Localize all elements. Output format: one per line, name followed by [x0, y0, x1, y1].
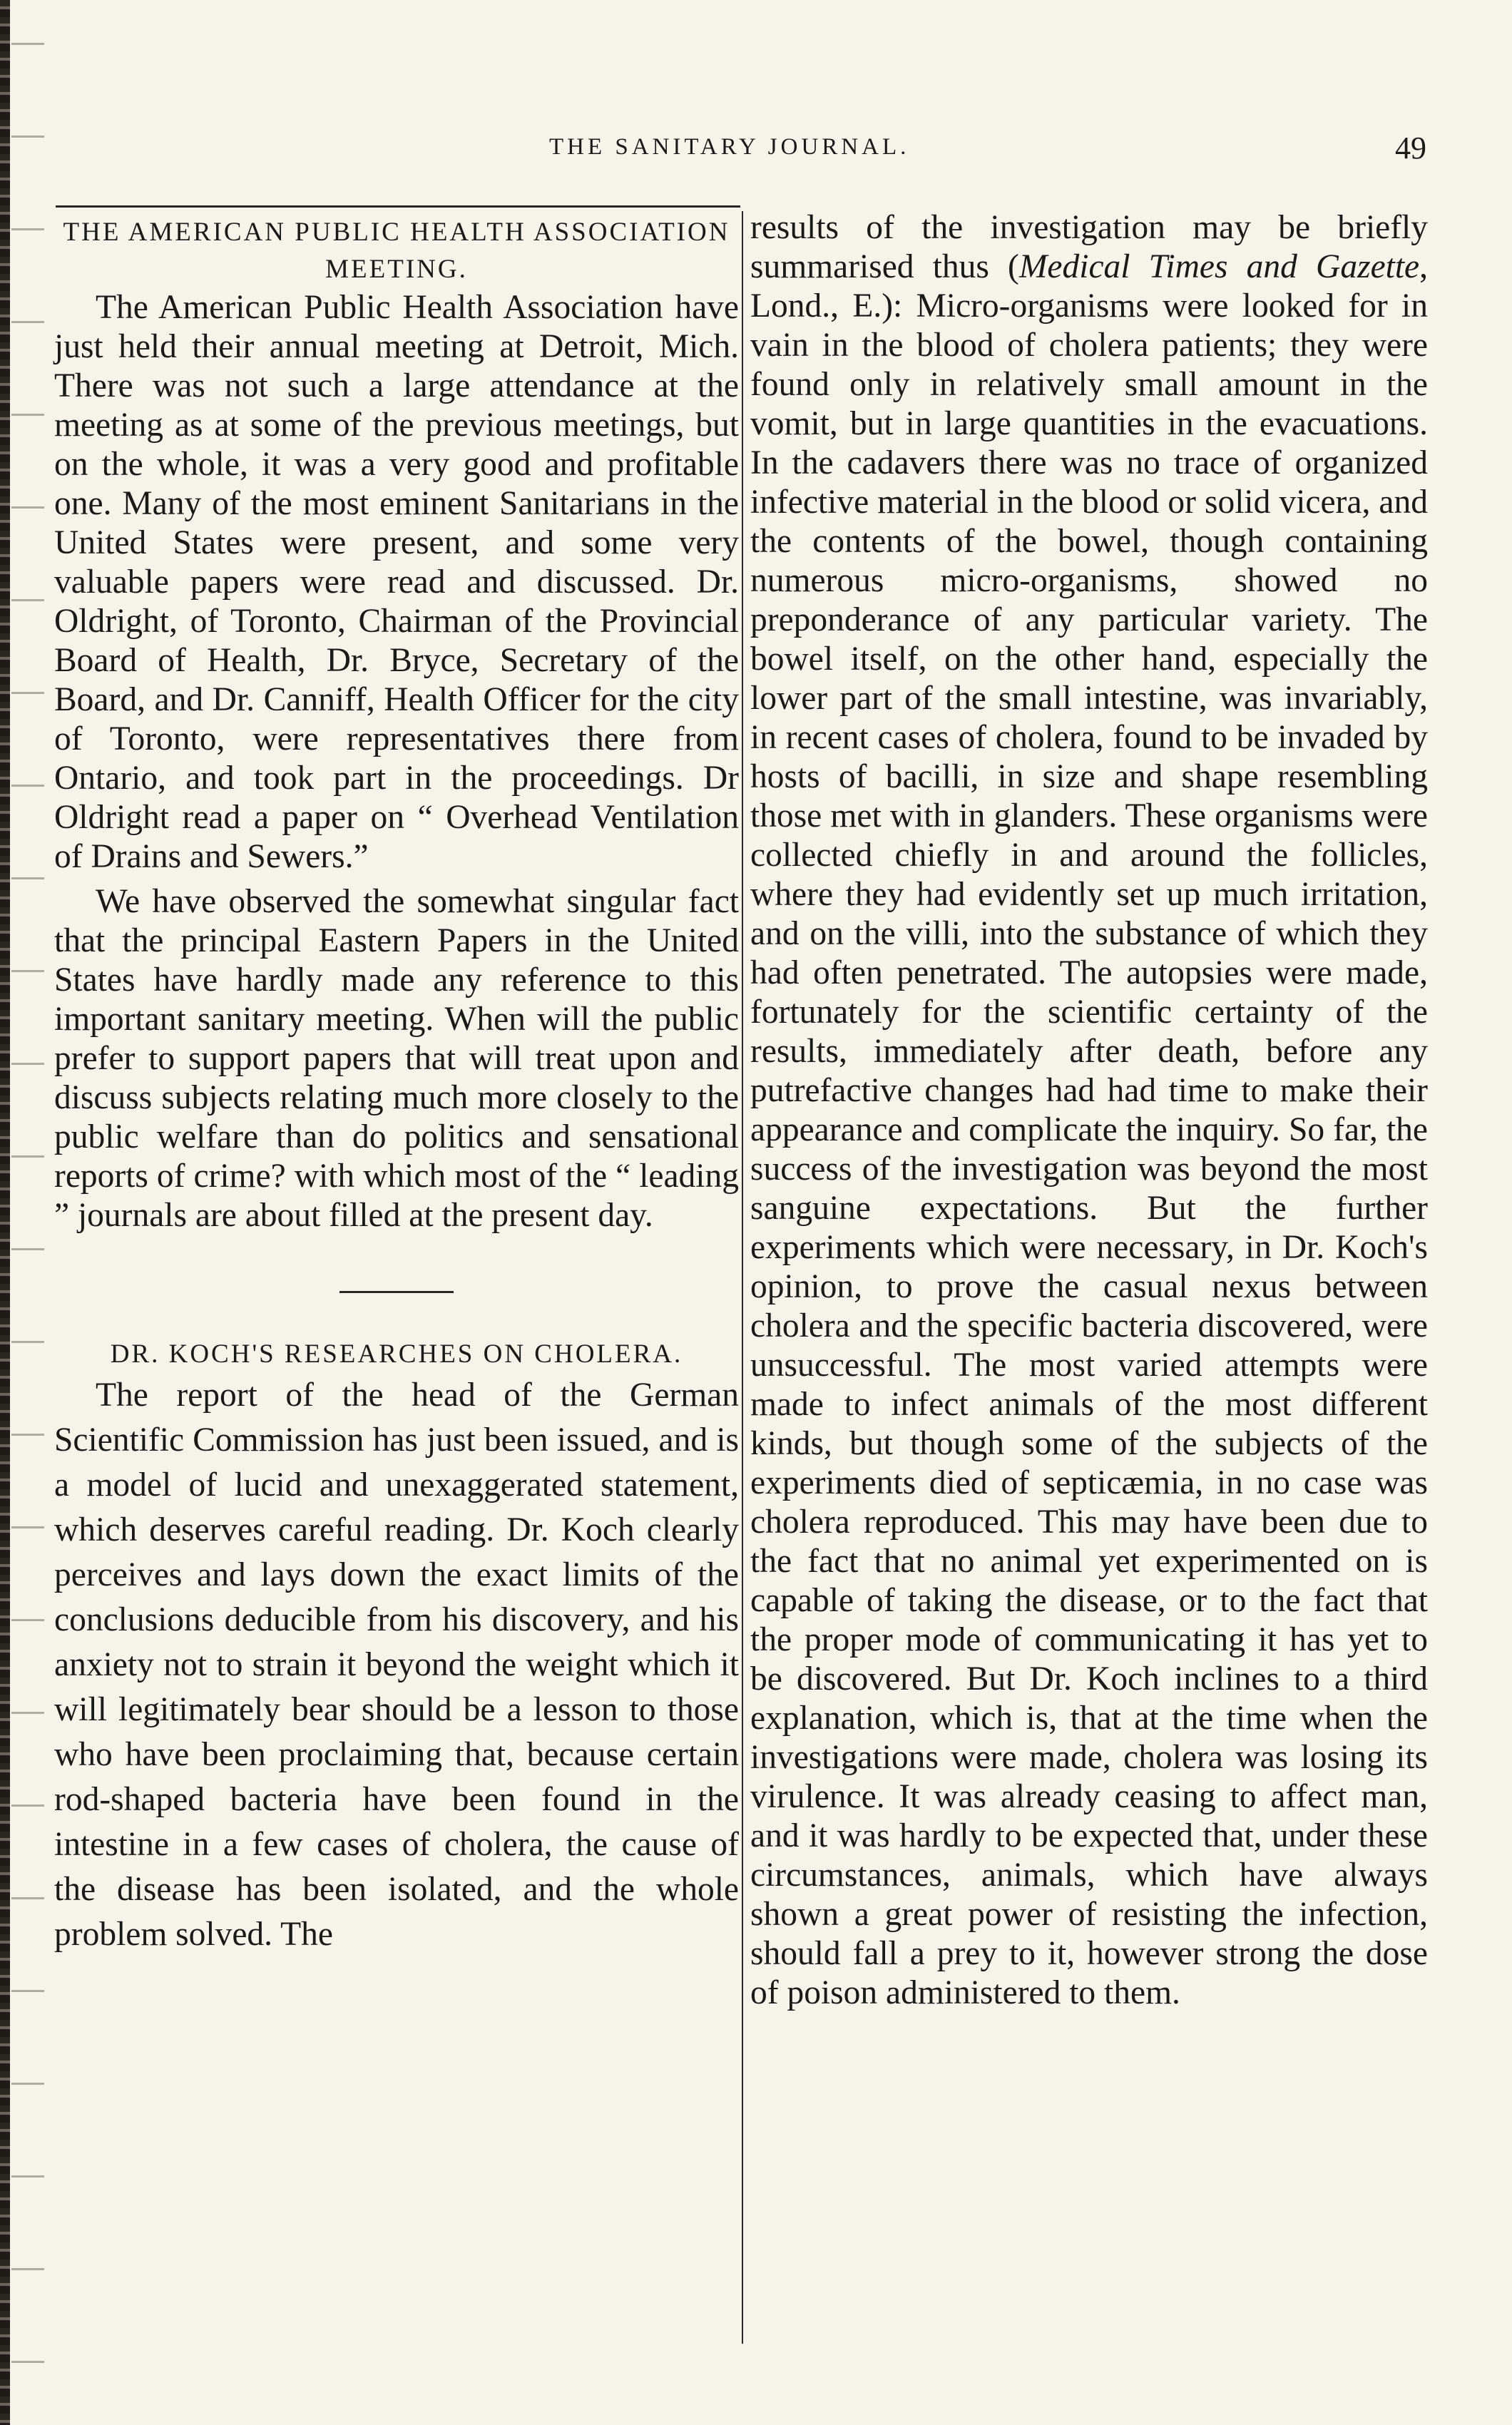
article-paragraph-continued — [750, 208, 1428, 2013]
article-paragraph: The report of the head of the German Scientific Commission has just been issued, and is a model of lucid and unexaggerated statement, which deserves careful reading. Dr. Koch clearly perceives and lays down the exact limits of the conclusions deducible from his discovery, and his anxiety not to strain it beyond the weight which it will legitimately bear should be a lesson to those who have been proclaiming that, because certain rod-shaped bacteria have been found in the intestine in a few cases of cholera, the cause of the disease has been isolated, and the whole problem solved. The — [54, 1377, 739, 1953]
right-column — [750, 208, 1428, 2013]
page-binding-edge — [0, 0, 10, 2425]
page-edge-marks — [11, 0, 44, 2425]
running-title: THE SANITARY JOURNAL. — [549, 134, 910, 160]
article-heading-koch: DR. KOCH'S RESEARCHES ON CHOLERA. — [110, 1339, 683, 1369]
journal-citation: Medical Times and Gazette — [1018, 248, 1420, 285]
text-run: , Lond., E.): Micro-organisms were looked for in vain in the blood of cholera patients; they were found only in relatively small amount in the vomit, but in large quantities in the evacuations. In the cadavers there was no trace of organized infective material in the blood or solid vicera, and the contents of the bowel, though containing numerous micro-organisms, showed no preponderance of any particular variety. The bowel itself, on the other hand, especially the lower part of the small intestine, was invariably, in recent cases of cholera, found to be invaded by hosts of bacilli, in size and shape resembling those met with in glanders. These organisms were collected chiefly in and around the follicles, where they had evidently set up much irritation, and on the villi, into the substance of which they had often penetrated. The autopsies were made, fortunately for the scientific certainty of the results, immediately after death, before any putrefactive changes had had time to make their appearance and complicate the inquiry. So far, the success of the investigation was beyond the most sanguine expectations. But the further experiments which were necessary, in Dr. Koch's opinion, to prove the casual nexus between cholera and the specific bacteria discovered, were unsuccessful. The most varied attempts were made to infect animals of the most different kinds, but though some of the subjects of the experiments died of septicæmia, in no case was cholera reproduced. This may have been due to the fact that no animal yet experimented on is capable of taking the disease, or to the fact that the proper mode of communicating it has yet to be discovered. But Dr. Koch inclines to a third explanation, which is, that at the time when the investigations were made, cholera was losing its virulence. It was already ceasing to affect man, and it was hardly to be expected that, under these circumstances, animals, which have always shown a great power of resisting the infection, should fall a prey to it, however strong the dose of poison administered to them. — [750, 248, 1428, 2011]
page-number: 49 — [1395, 131, 1426, 165]
section-divider-rule — [339, 1291, 454, 1293]
running-header — [57, 131, 1476, 177]
column-divider — [742, 211, 743, 2344]
header-rule — [56, 205, 740, 208]
left-column — [54, 214, 739, 1957]
article-paragraph: The American Public Health Association have just held their annual meeting at Detroit, Mich. There was not such a large attendance at the meeting as at some of the previous meetings, but on the whole, it was a very good and profitable one. Many of the most eminent Sanitarians in the United States were present, and some very valuable papers were read and discussed. Dr. Oldright, of Toronto, Chairman of the Provincial Board of Health, Dr. Bryce, Secretary of the Board, and Dr. Canniff, Health Officer for the city of Toronto, were representatives there from Ontario, and took part in the proceedings. Dr Oldright read a paper on “ Overhead Ventilation of Drains and Sewers.” — [54, 289, 739, 875]
text-run: results of the investigation may be briefly summarised thus ( — [750, 209, 1428, 285]
article-heading-public-health: THE AMERICAN PUBLIC HEALTH ASSOCIATION MEETING. — [63, 218, 730, 284]
article-paragraph: We have observed the somewhat singular fact that the principal Eastern Papers in the United States have hardly made any reference to this important sanitary meeting. When will the public prefer to support papers that will treat upon and discuss subjects relating much more closely to the public welfare than do politics and sensational reports of crime? with which most of the “ leading ” journals are about filled at the present day. — [54, 883, 739, 1234]
